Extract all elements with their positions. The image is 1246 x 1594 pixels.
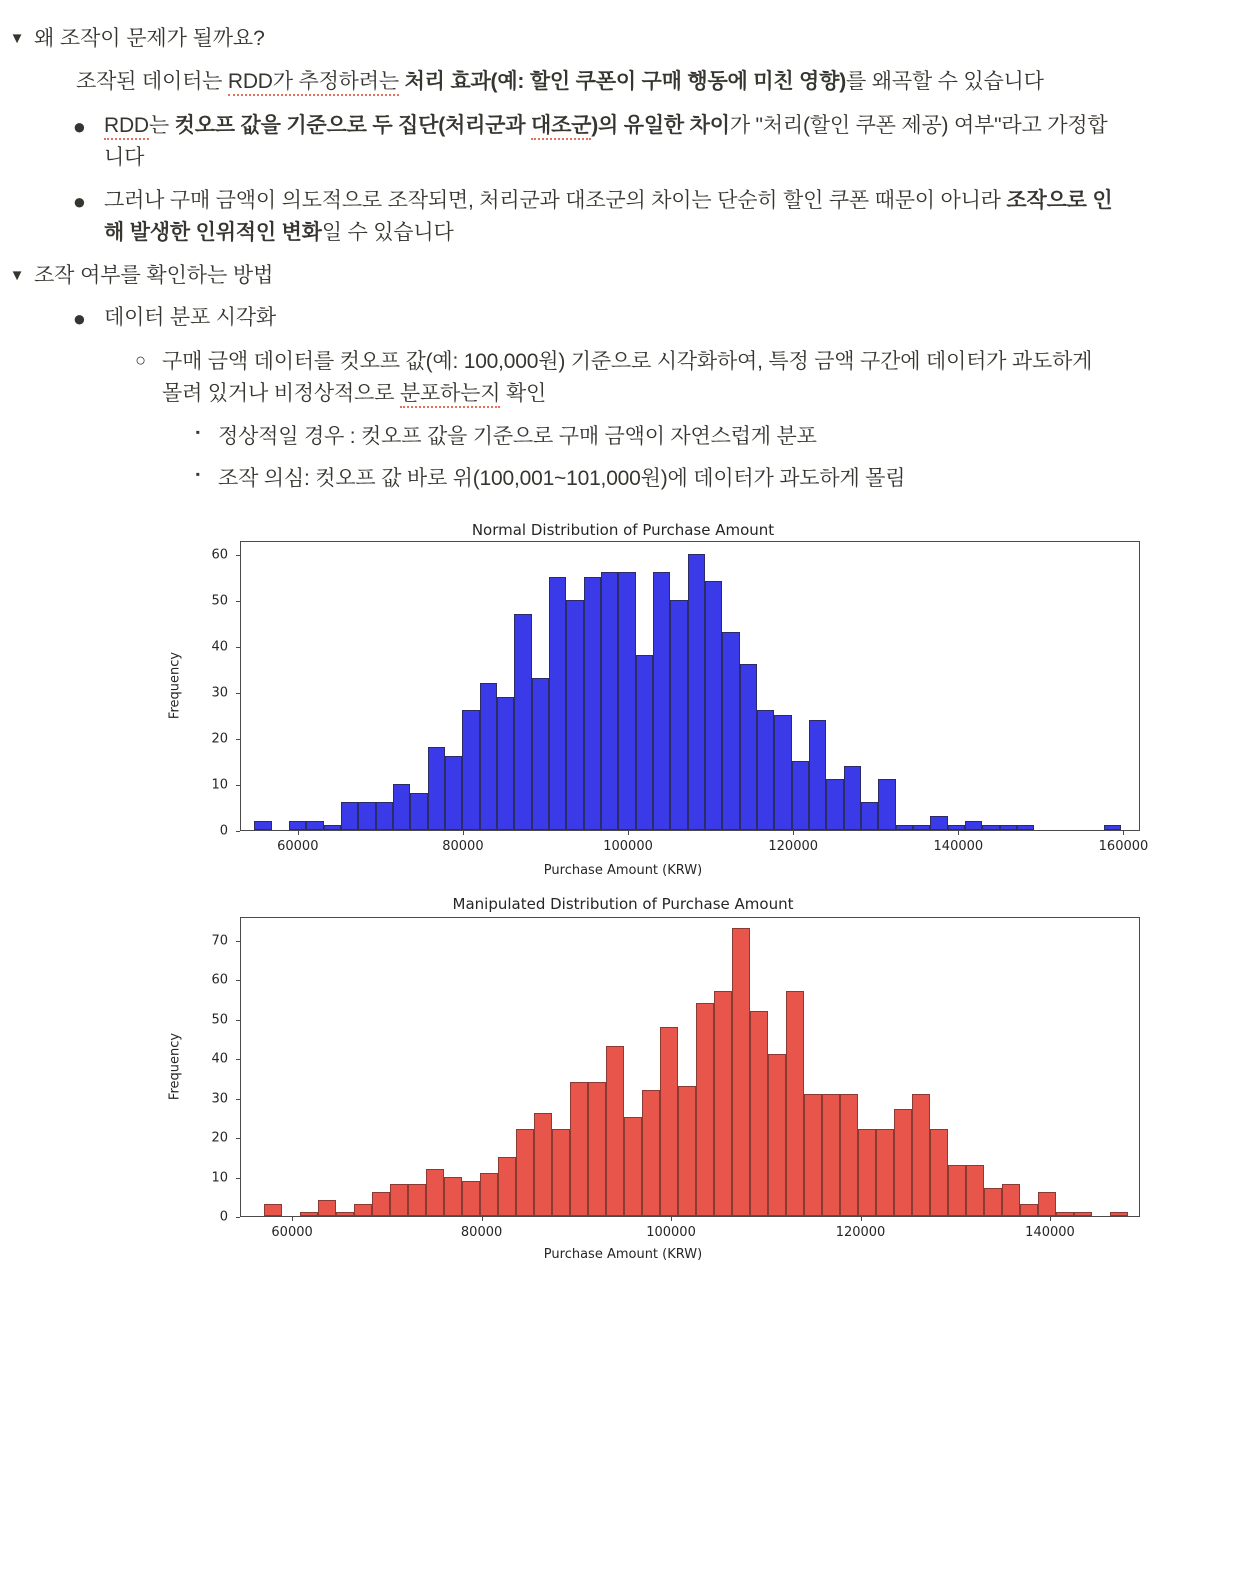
list-item-text: RDD는 컷오프 값을 기준으로 두 집단(처리군과 대조군)의 유일한 차이가 "처리(할인 쿠폰 제공) 여부"라고 가정합니다 (104, 113, 1108, 170)
y-axis-tick-label: 10 (211, 1170, 228, 1186)
histogram-bar (426, 1169, 444, 1216)
histogram-bar (913, 825, 930, 830)
histogram-bar (714, 991, 732, 1216)
xlabel-normal: Purchase Amount (KRW) (543, 863, 703, 879)
histogram-bar (636, 655, 653, 830)
histogram-bar (965, 821, 982, 830)
histogram-bar (498, 1157, 516, 1216)
outline-blocks (0, 18, 1246, 501)
histogram-bars-normal (241, 542, 1139, 830)
histogram-bar (393, 784, 410, 830)
x-axis-tick-label: 100000 (603, 839, 653, 855)
x-axis-tick-mark (793, 831, 794, 835)
histogram-bar (804, 1094, 822, 1216)
y-axis-tick-label: 20 (211, 731, 228, 747)
y-axis-tick-mark (236, 693, 240, 694)
spellcheck-underline: RDD (104, 114, 149, 140)
histogram-bar (358, 802, 375, 830)
histogram-bar (341, 802, 358, 830)
histogram-bar (948, 825, 965, 830)
histogram-bar (606, 1046, 624, 1216)
histogram-bar (410, 793, 427, 830)
histogram-bar (1020, 1204, 1038, 1216)
histogram-bar (966, 1165, 984, 1216)
y-axis-tick-label: 50 (211, 1012, 228, 1028)
x-axis-tick-mark (292, 1217, 293, 1221)
bullet-disc-icon: ● (72, 305, 86, 331)
chart-title-manipulated: Manipulated Distribution of Purchase Amount (452, 895, 794, 914)
histogram-bar (462, 710, 479, 830)
histogram-bar (722, 632, 739, 830)
toggle-title: 왜 조작이 문제가 될까요? (34, 27, 265, 50)
x-axis-tick-label: 160000 (1098, 839, 1149, 855)
y-axis-tick-label: 30 (211, 685, 228, 701)
spellcheck-underline: RDD가 추정하려는 (228, 70, 399, 96)
histogram-bar (254, 821, 271, 830)
histogram-bar (336, 1212, 354, 1216)
bullet-circle-icon: ○ (135, 349, 146, 370)
plot-area-normal (240, 541, 1140, 831)
y-axis-tick-mark (236, 555, 240, 556)
histogram-bar (792, 761, 809, 830)
x-axis-tick-label: 100000 (646, 1225, 696, 1241)
toggle-block (0, 18, 1246, 60)
histogram-bar (584, 577, 601, 830)
xlabel-manipulated: Purchase Amount (KRW) (543, 1247, 703, 1263)
y-axis-label: Frequency (167, 1032, 183, 1101)
histogram-bar (570, 1082, 588, 1216)
plot-area-manipulated (240, 917, 1140, 1217)
histogram-bar (878, 779, 895, 830)
y-axis-tick-mark (236, 1020, 240, 1021)
x-axis-tick-label: 120000 (768, 839, 819, 855)
histogram-bar (1110, 1212, 1128, 1216)
y-axis-tick-label: 0 (219, 823, 228, 839)
bulleted-list-item-level1 (0, 180, 1246, 255)
histogram-bar (786, 991, 804, 1216)
histogram-bar (982, 825, 999, 830)
histogram-bar (1056, 1212, 1074, 1216)
histogram-bar (514, 614, 531, 830)
spellcheck-underline: 대조군 (531, 114, 591, 140)
histogram-bar (642, 1090, 660, 1216)
histogram-bar (774, 715, 791, 830)
histogram-bar (300, 1212, 318, 1216)
histogram-bar (912, 1094, 930, 1216)
histogram-bar (930, 1129, 948, 1216)
histogram-bar (549, 577, 566, 830)
y-axis-tick-mark (236, 1138, 240, 1139)
toggle-title: 조작 여부를 확인하는 방법 (34, 263, 274, 287)
y-axis-tick-label: 10 (211, 777, 228, 793)
histogram-bar (318, 1200, 336, 1216)
histogram-bar (372, 1192, 390, 1216)
list-item-text: 데이터 분포 시각화 (104, 305, 276, 329)
histogram-bar (480, 683, 497, 830)
bullet-disc-icon: ● (72, 188, 86, 214)
bullet-disc-icon: ● (72, 113, 86, 139)
histogram-bar (1017, 825, 1034, 830)
y-axis-tick-mark (236, 785, 240, 786)
histogram-bar (408, 1184, 426, 1216)
figure-normal-distribution (0, 515, 1246, 895)
histogram-bar (768, 1054, 786, 1216)
y-axis-tick-mark (236, 1099, 240, 1100)
y-axis-tick-mark (236, 739, 240, 740)
histogram-bar (1104, 825, 1121, 830)
histogram-bar (809, 720, 826, 830)
x-axis-tick-label: 120000 (835, 1225, 886, 1241)
y-axis-tick-label: 60 (211, 972, 228, 988)
histogram-bar (462, 1181, 480, 1217)
histogram-bar (894, 1109, 912, 1216)
paragraph-text: 조작된 데이터는 RDD가 추정하려는 처리 효과(예: 할인 쿠폰이 구매 행동에 미친 영향)를 왜곡할 수 있습니다 (76, 66, 1136, 99)
histogram-bar (705, 581, 722, 830)
y-axis-tick-mark (236, 601, 240, 602)
histogram-bar (1000, 825, 1017, 830)
histogram-bar (264, 1204, 282, 1216)
histogram-bar (858, 1129, 876, 1216)
histogram-bar (445, 756, 462, 830)
histogram-bar (444, 1177, 462, 1216)
histogram-bars-manipulated (241, 918, 1139, 1216)
y-axis-tick-mark (236, 941, 240, 942)
histogram-bar (930, 816, 947, 830)
x-axis-tick-mark (671, 1217, 672, 1221)
histogram-bar (822, 1094, 840, 1216)
histogram-bar (876, 1129, 894, 1216)
y-axis-tick-label: 50 (211, 593, 228, 609)
x-axis-tick-mark (861, 1217, 862, 1221)
x-axis-tick-label: 60000 (277, 839, 319, 855)
histogram-bar (390, 1184, 408, 1216)
histogram-bar (376, 802, 393, 830)
bulleted-list-item-level1 (0, 297, 1246, 341)
x-axis-tick-mark (482, 1217, 483, 1221)
toggle-block (0, 255, 1246, 297)
bulleted-list-item-level3 (0, 416, 1246, 459)
list-item-text: 조작 의심: 컷오프 값 바로 위(100,001~101,000원)에 데이터가 과도하게 몰림 (218, 467, 906, 491)
y-axis-tick-label: 30 (211, 1091, 228, 1107)
histogram-bar (948, 1165, 966, 1216)
y-axis-tick-label: 60 (211, 547, 228, 563)
x-axis-tick-label: 60000 (271, 1225, 313, 1241)
histogram-bar (688, 554, 705, 830)
histogram-bar (653, 572, 670, 830)
list-item-text: 구매 금액 데이터를 컷오프 값(예: 100,000원) 기준으로 시각화하여, 특정 금액 구간에 데이터가 과도하게 몰려 있거나 비정상적으로 분포하는지 확인 (162, 346, 1112, 411)
y-axis-tick-mark (236, 831, 240, 832)
histogram-bar (618, 572, 635, 830)
histogram-bar (588, 1082, 606, 1216)
y-axis-tick-mark (236, 980, 240, 981)
list-item-text: 정상적일 경우 : 컷오프 값을 기준으로 구매 금액이 자연스럽게 분포 (218, 424, 817, 448)
histogram-bar (1002, 1184, 1020, 1216)
histogram-bar (497, 697, 514, 830)
histogram-bar (984, 1188, 1002, 1216)
x-axis-tick-mark (958, 831, 959, 835)
histogram-bar (660, 1027, 678, 1216)
y-axis-tick-label: 20 (211, 1130, 228, 1146)
histogram-bar (840, 1094, 858, 1216)
histogram-bar (844, 766, 861, 830)
histogram-bar (732, 928, 750, 1216)
histogram-bar (289, 821, 306, 830)
histogram-bar (480, 1173, 498, 1216)
y-axis-tick-mark (236, 647, 240, 648)
histogram-bar (757, 710, 774, 830)
histogram-bar (750, 1011, 768, 1216)
bulleted-list-item-level3 (0, 458, 1246, 501)
x-axis-tick-mark (628, 831, 629, 835)
histogram-bar (896, 825, 913, 830)
histogram-bar (1074, 1212, 1092, 1216)
histogram-bar (552, 1129, 570, 1216)
x-axis-tick-label: 140000 (933, 839, 984, 855)
histogram-bar (428, 747, 445, 830)
histogram-bar (532, 678, 549, 830)
chart-title-normal: Normal Distribution of Purchase Amount (471, 521, 775, 540)
histogram-bar (670, 600, 687, 830)
histogram-bar (354, 1204, 372, 1216)
list-item-text: 그러나 구매 금액이 의도적으로 조작되면, 처리군과 대조군의 차이는 단순히 할인 쿠폰 때문이 아니라 조작으로 인해 발생한 인위적인 변화일 수 있습니다 (104, 188, 1113, 245)
histogram-bar (678, 1086, 696, 1216)
x-axis-tick-label: 80000 (442, 839, 484, 855)
y-axis-tick-label: 70 (211, 933, 228, 949)
x-axis-tick-mark (298, 831, 299, 835)
bulleted-list-item-level1 (0, 105, 1246, 180)
toggle-triangle-icon[interactable]: ▼ (9, 266, 25, 284)
bullet-square-icon: ▪ (195, 424, 200, 439)
y-axis-tick-mark (236, 1059, 240, 1060)
histogram-bar (566, 600, 583, 830)
histogram-bar (861, 802, 878, 830)
histogram-bar (534, 1113, 552, 1216)
histogram-bar (624, 1117, 642, 1216)
spellcheck-underline: 분포하는지 (400, 382, 500, 408)
x-axis-tick-mark (1050, 1217, 1051, 1221)
x-axis-tick-mark (463, 831, 464, 835)
paragraph-block (0, 60, 1246, 105)
y-axis-tick-label: 0 (219, 1209, 228, 1225)
histogram-bar (601, 572, 618, 830)
y-axis-label: Frequency (167, 651, 183, 720)
histogram-bar (306, 821, 323, 830)
y-axis-tick-label: 40 (211, 1051, 228, 1067)
figure-manipulated-distribution (0, 895, 1246, 1285)
x-axis-tick-mark (1123, 831, 1124, 835)
histogram-bar (516, 1129, 534, 1216)
histogram-bar (826, 779, 843, 830)
x-axis-tick-label: 80000 (460, 1225, 503, 1241)
histogram-bar (1038, 1192, 1056, 1216)
x-axis-tick-label: 140000 (1025, 1225, 1075, 1241)
bulleted-list-item-level2 (0, 341, 1246, 416)
y-axis-tick-mark (236, 1178, 240, 1179)
y-axis-tick-mark (236, 1217, 240, 1218)
histogram-bar (696, 1003, 714, 1216)
histogram-bar (740, 664, 757, 830)
y-axis-tick-label: 40 (211, 639, 228, 655)
toggle-triangle-icon[interactable]: ▼ (9, 30, 25, 47)
charts-section (0, 515, 1246, 1285)
bullet-square-icon: ▪ (195, 467, 200, 482)
histogram-bar (324, 825, 341, 830)
